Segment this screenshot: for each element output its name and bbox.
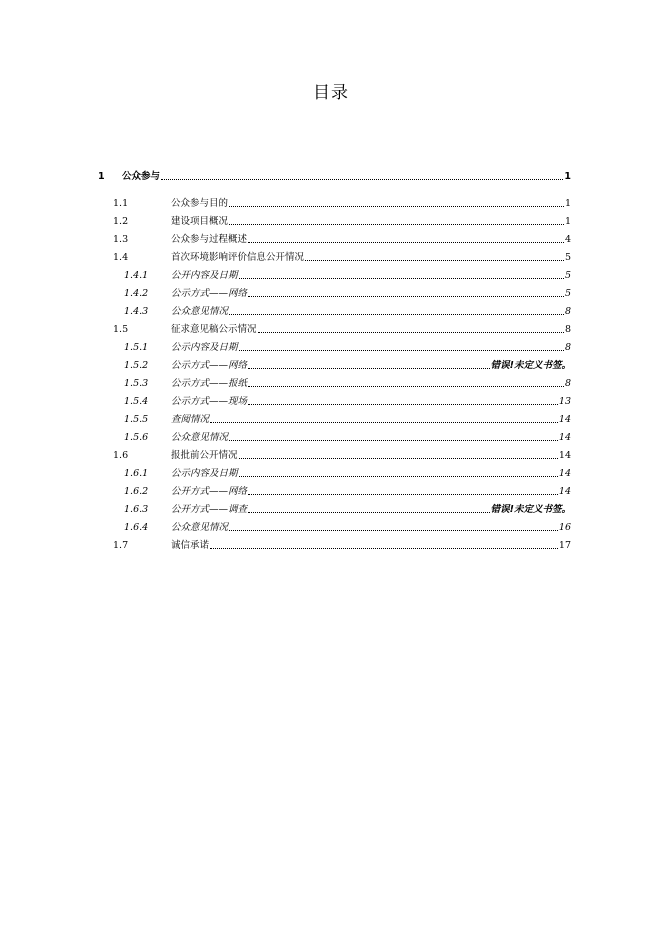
toc-entry-number: 1.4.3 xyxy=(124,306,149,317)
toc-entry-number: 1.5 xyxy=(113,324,129,335)
toc-entry-title: 公示方式——网络 xyxy=(171,288,248,299)
toc-entry-page: 14 xyxy=(558,432,571,443)
toc-entry-page: 1 xyxy=(564,198,571,209)
toc-leader-dots xyxy=(248,512,490,513)
toc-entry-number: 1.4.1 xyxy=(124,270,149,281)
toc-leader-dots xyxy=(248,386,564,387)
toc-leader-dots xyxy=(229,530,558,531)
toc-entry-page: 8 xyxy=(564,324,571,335)
toc-entry-title: 查阅情况 xyxy=(171,414,210,425)
toc-entry-number: 1.5.5 xyxy=(124,414,149,425)
toc-leader-dots xyxy=(229,206,564,207)
toc-entry-title: 公开方式——网络 xyxy=(171,486,248,497)
toc-entry[interactable] xyxy=(0,267,662,281)
toc-leader-dots xyxy=(210,548,558,549)
toc-leader-dots xyxy=(239,458,558,459)
toc-leader-dots xyxy=(161,179,563,180)
toc-entry-title: 公示方式——现场 xyxy=(171,396,248,407)
toc-entry-page: 1 xyxy=(564,216,571,227)
toc-entry-number: 1.7 xyxy=(113,540,129,551)
toc-entry-number: 1.6.1 xyxy=(124,468,149,479)
toc-entry-number: 1.5.4 xyxy=(124,396,149,407)
toc-entry-number: 1.4.2 xyxy=(124,288,149,299)
toc-entry-page: 14 xyxy=(558,468,571,479)
toc-entry-title: 公众意见情况 xyxy=(171,522,229,533)
toc-entry-number: 1.6.2 xyxy=(124,486,149,497)
toc-entry[interactable] xyxy=(0,393,662,407)
toc-entry-title: 公众参与过程概述 xyxy=(171,234,248,245)
toc-entry[interactable] xyxy=(0,285,662,299)
toc-leader-dots xyxy=(210,422,558,423)
toc-entry-title: 公示内容及日期 xyxy=(171,468,238,479)
toc-entry-page: 8 xyxy=(564,378,571,389)
toc-entry-number: 1.2 xyxy=(113,216,129,227)
toc-entry-number: 1.5.3 xyxy=(124,378,149,389)
toc-entry-page: 14 xyxy=(558,414,571,425)
toc-entry-title: 建设项目概况 xyxy=(171,216,229,227)
toc-entry-page: 17 xyxy=(558,540,571,551)
toc-entry[interactable] xyxy=(0,483,662,497)
toc-entry-page: 8 xyxy=(564,342,571,353)
toc-entry-page: 5 xyxy=(564,270,571,281)
toc-entry[interactable] xyxy=(0,357,662,371)
toc-leader-dots xyxy=(239,350,564,351)
toc-entry[interactable] xyxy=(0,213,662,227)
toc-leader-dots xyxy=(229,440,558,441)
toc-entry[interactable] xyxy=(0,447,662,461)
toc-entry-error: 错误!未定义书签。 xyxy=(490,360,571,371)
toc-entry-number: 1.5.2 xyxy=(124,360,149,371)
toc-entry[interactable] xyxy=(0,429,662,443)
toc-entry[interactable] xyxy=(0,465,662,479)
toc-entry-number: 1.5.6 xyxy=(124,432,149,443)
toc-leader-dots xyxy=(248,296,564,297)
toc-entry[interactable] xyxy=(0,249,662,263)
toc-entry-number: 1.1 xyxy=(113,198,129,209)
toc-entry[interactable] xyxy=(0,339,662,353)
toc-leader-dots xyxy=(305,260,564,261)
toc-entry-title: 公开内容及日期 xyxy=(171,270,238,281)
toc-entry[interactable] xyxy=(0,168,662,182)
toc-entry-title: 公开方式——调查 xyxy=(171,504,248,515)
toc-entry-title: 首次环境影响评价信息公开情况 xyxy=(171,252,305,263)
toc-entry-title: 公众意见情况 xyxy=(171,306,229,317)
toc-leader-dots xyxy=(239,476,558,477)
toc-entry[interactable] xyxy=(0,303,662,317)
toc-entry[interactable] xyxy=(0,411,662,425)
toc-entry-page: 14 xyxy=(558,486,571,497)
page-title: 目录 xyxy=(313,83,349,103)
toc-leader-dots xyxy=(248,404,558,405)
toc-leader-dots xyxy=(239,278,564,279)
toc-entry-title: 公众参与 xyxy=(122,171,161,182)
toc-entry-number: 1.6.4 xyxy=(124,522,149,533)
toc-entry-page: 14 xyxy=(558,450,571,461)
toc-entry-title: 征求意见稿公示情况 xyxy=(171,324,257,335)
toc-leader-dots xyxy=(248,242,564,243)
toc-entry-number: 1.6.3 xyxy=(124,504,149,515)
toc-entry-number: 1.6 xyxy=(113,450,129,461)
toc-entry-page: 4 xyxy=(564,234,571,245)
toc-entry[interactable] xyxy=(0,321,662,335)
toc-entry[interactable] xyxy=(0,375,662,389)
toc-entry-number: 1.4 xyxy=(113,252,129,263)
toc-leader-dots xyxy=(248,368,490,369)
toc-entry[interactable] xyxy=(0,537,662,551)
toc-entry[interactable] xyxy=(0,195,662,209)
toc-entry[interactable] xyxy=(0,501,662,515)
toc-entry[interactable] xyxy=(0,519,662,533)
toc-entry[interactable] xyxy=(0,231,662,245)
toc-entry-page: 8 xyxy=(564,306,571,317)
toc-entry-number: 1.3 xyxy=(113,234,129,245)
toc-leader-dots xyxy=(229,224,564,225)
toc-entry-page: 5 xyxy=(564,288,571,299)
toc-entry-page: 1 xyxy=(564,171,571,182)
toc-entry-title: 报批前公开情况 xyxy=(171,450,238,461)
toc-entry-error: 错误!未定义书签。 xyxy=(490,504,571,515)
toc-leader-dots xyxy=(258,332,564,333)
toc-entry-page: 5 xyxy=(564,252,571,263)
toc-entry-title: 公示方式——网络 xyxy=(171,360,248,371)
toc-entry-page: 13 xyxy=(558,396,571,407)
toc-entry-page: 16 xyxy=(558,522,571,533)
toc-entry-title: 诚信承诺 xyxy=(171,540,210,551)
toc-entry-number: 1.5.1 xyxy=(124,342,149,353)
toc-entry-number: 1 xyxy=(98,171,105,182)
toc-leader-dots xyxy=(248,494,558,495)
toc-entry-title: 公众意见情况 xyxy=(171,432,229,443)
toc-entry-title: 公众参与目的 xyxy=(171,198,229,209)
toc-entry-title: 公示内容及日期 xyxy=(171,342,238,353)
toc-leader-dots xyxy=(229,314,564,315)
toc-entry-title: 公示方式——报纸 xyxy=(171,378,248,389)
